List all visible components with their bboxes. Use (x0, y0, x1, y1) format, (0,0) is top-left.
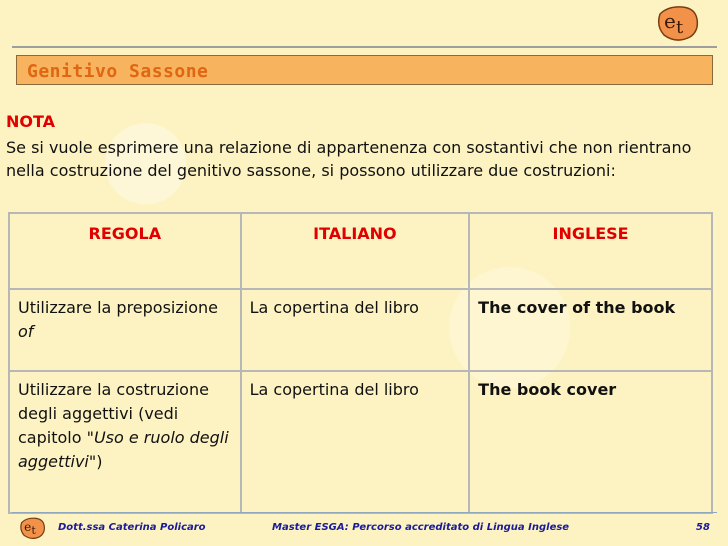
et-logo-small-icon (18, 516, 46, 540)
table-header-row (9, 213, 712, 289)
footer-divider (12, 512, 717, 513)
slide-title: Genitivo Sassone (27, 61, 209, 82)
cell-regola: Utilizzare la costruzione degli aggettivi (vedi capitolo "Uso e ruolo degli aggettivi") (9, 371, 241, 513)
svg-text:t: t (31, 524, 36, 538)
slide-title-bar (16, 55, 713, 85)
cell-inglese: The book cover (469, 371, 712, 513)
intro-text: Se si vuole esprimere una relazione di appartenenza con sostantivi che non rientrano nella costruzione del genitivo sassone, si possono utilizzare due costruzioni: (6, 138, 692, 180)
nota-label: NOTA (6, 112, 56, 131)
header-italiano: ITALIANO (241, 213, 470, 289)
cell-inglese: The cover of the book (469, 289, 712, 371)
cell-regola: Utilizzare la preposizione of (9, 289, 241, 371)
rules-table (8, 212, 713, 514)
svg-text:t: t (676, 17, 684, 38)
footer-course: Master ESGA: Percorso accreditato di Lingua Inglese (272, 522, 570, 533)
footer-page-number: 58 (696, 522, 710, 533)
svg-text:e: e (664, 9, 676, 33)
cell-italiano: La copertina del libro (241, 371, 470, 513)
svg-text:e: e (24, 520, 32, 535)
header-regola: REGOLA (9, 213, 241, 289)
et-logo-icon (654, 4, 700, 42)
table-row (9, 289, 712, 371)
header-inglese: INGLESE (469, 213, 712, 289)
cell-italiano: La copertina del libro (241, 289, 470, 371)
table-row (9, 371, 712, 513)
header-divider (12, 46, 717, 48)
footer-author: Dott.ssa Caterina Policaro (58, 522, 206, 533)
